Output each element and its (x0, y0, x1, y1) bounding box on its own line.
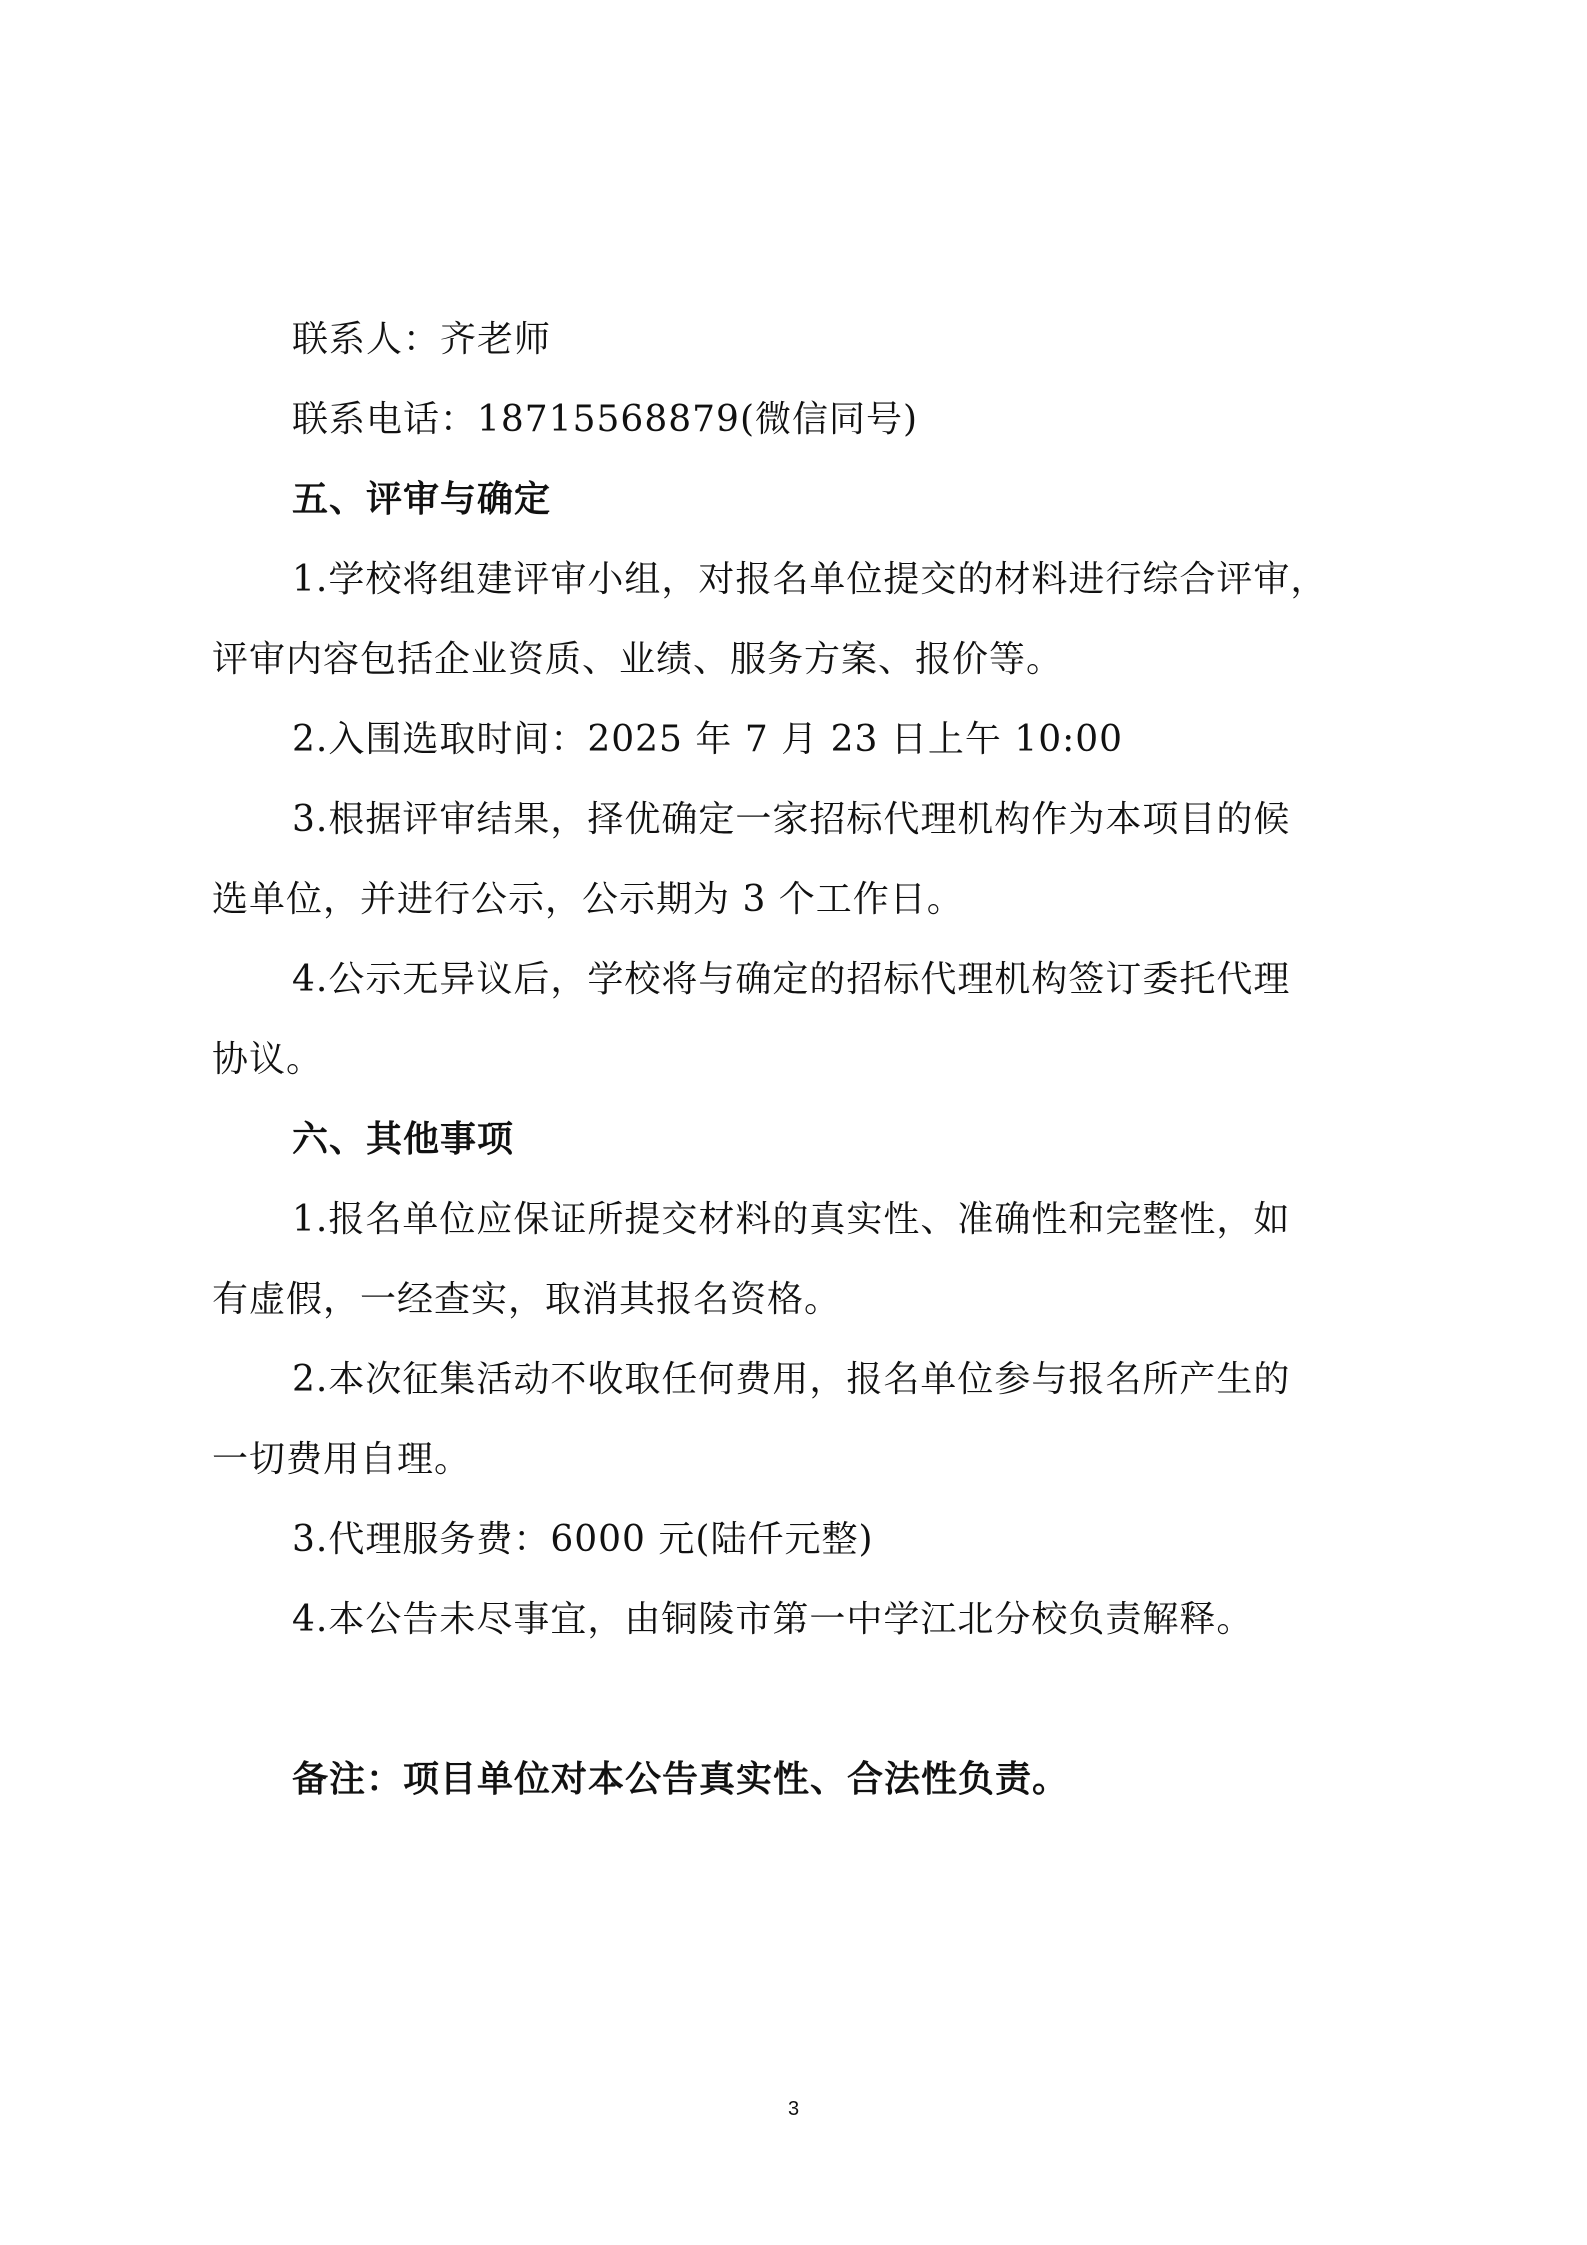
other-item-3: 3.代理服务费：6000 元(陆仟元整) (292, 1519, 874, 1560)
review-item-1-line-1: 1.学校将组建评审小组，对报名单位提交的材料进行综合评审， (292, 559, 1328, 600)
review-item-3-line-2: 选单位，并进行公示，公示期为 3 个工作日。 (212, 879, 964, 920)
review-item-1-line-2: 评审内容包括企业资质、业绩、服务方案、报价等。 (212, 639, 1064, 680)
review-item-4-line-1: 4.公示无异议后，学校将与确定的招标代理机构签订委托代理 (292, 959, 1291, 1000)
section-heading-review: 五、评审与确定 (292, 479, 552, 520)
review-item-2: 2.入围选取时间：2025 年 7 月 23 日上午 10:00 (292, 719, 1124, 760)
page-number: 3 (787, 2098, 800, 2120)
section-heading-other: 六、其他事项 (292, 1119, 515, 1160)
other-item-1-line-1: 1.报名单位应保证所提交材料的真实性、准确性和完整性，如 (292, 1199, 1291, 1240)
page-content (212, 300, 1392, 1820)
other-item-1-line-2: 有虚假，一经查实，取消其报名资格。 (212, 1279, 842, 1320)
review-item-3-line-1: 3.根据评审结果，择优确定一家招标代理机构作为本项目的候 (292, 799, 1291, 840)
remark-note: 备注：项目单位对本公告真实性、合法性负责。 (292, 1759, 1070, 1800)
other-item-2-line-2: 一切费用自理。 (212, 1439, 472, 1480)
other-item-2-line-1: 2.本次征集活动不收取任何费用，报名单位参与报名所产生的 (292, 1359, 1291, 1400)
other-item-4: 4.本公告未尽事宜，由铜陵市第一中学江北分校负责解释。 (292, 1599, 1254, 1640)
blank-line (212, 1660, 1392, 1740)
contact-phone: 联系电话：18715568879(微信同号) (292, 399, 919, 440)
contact-person: 联系人：齐老师 (292, 319, 552, 360)
review-item-4-line-2: 协议。 (212, 1039, 324, 1080)
